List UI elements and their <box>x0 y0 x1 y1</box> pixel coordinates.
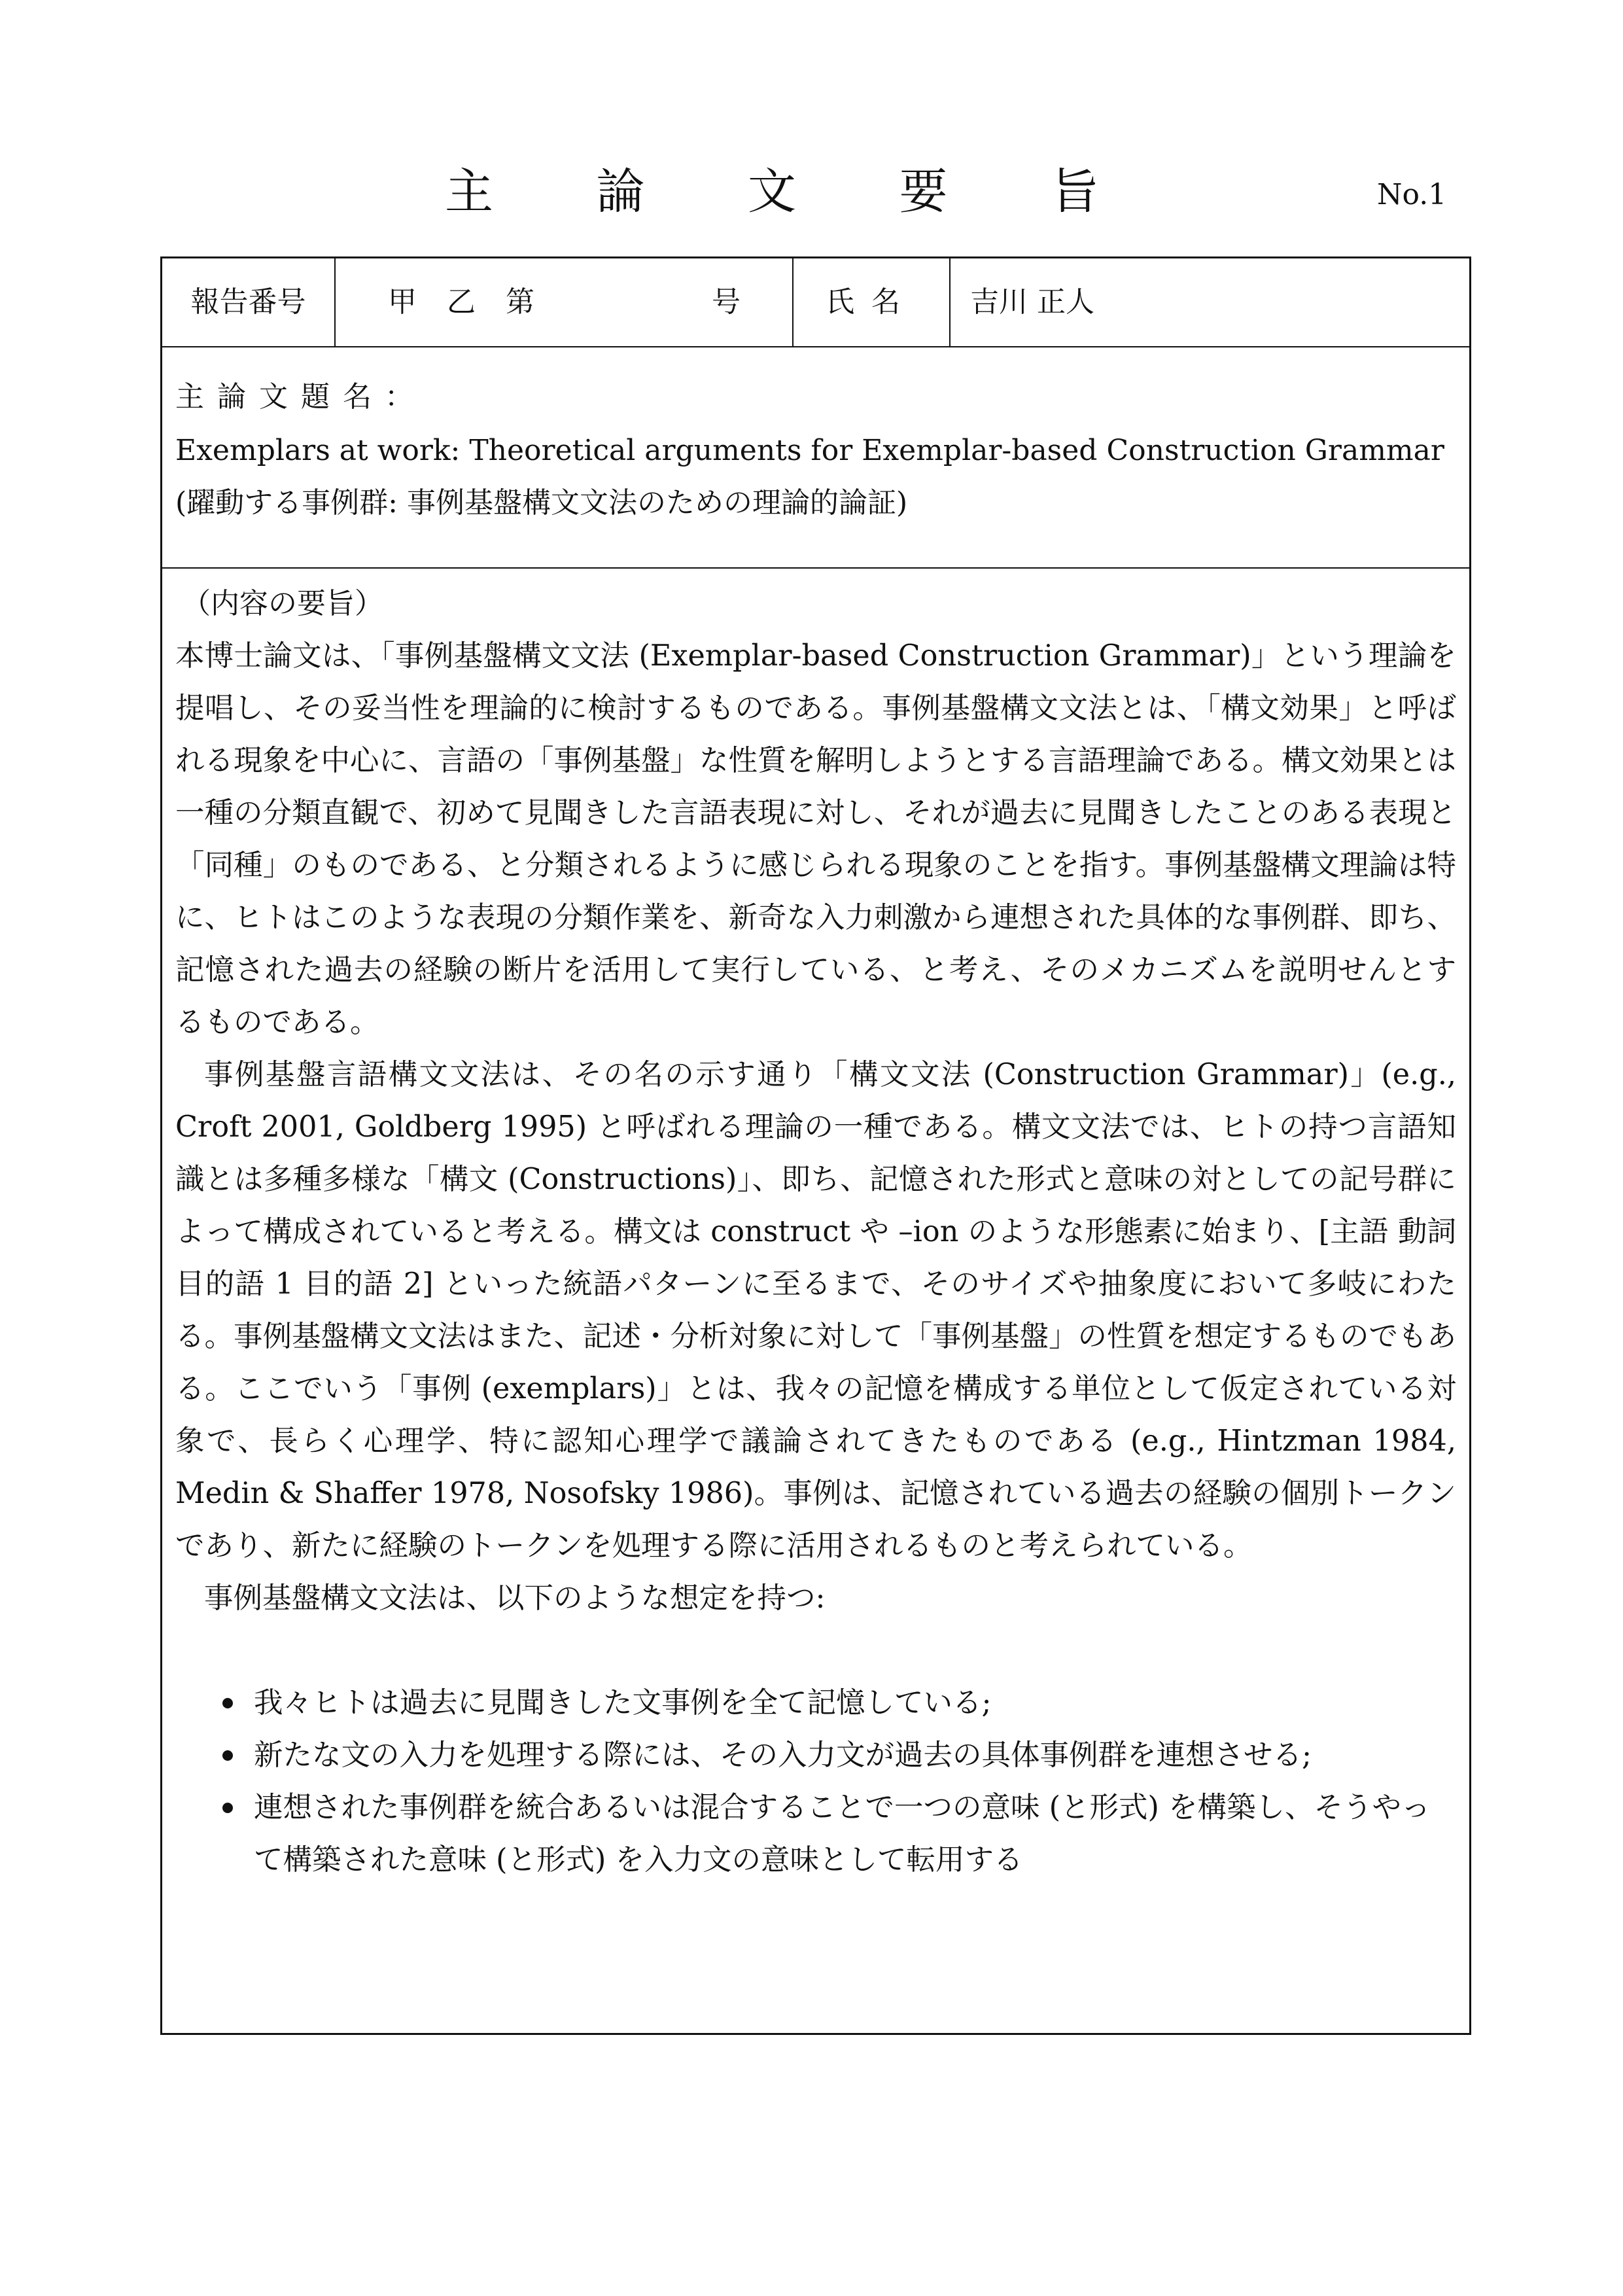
list-item <box>175 1782 1456 1886</box>
document-heading <box>0 156 1623 228</box>
report-number-kou: 甲 <box>388 285 417 319</box>
bullet-icon <box>222 1750 233 1761</box>
report-number-label: 報告番号 <box>162 258 336 346</box>
summary-body <box>162 569 1469 2034</box>
summary-form <box>160 256 1471 2035</box>
title-char: 旨 <box>1051 164 1099 220</box>
summary-text <box>175 630 1456 1625</box>
bullet-icon <box>222 1698 233 1708</box>
report-info-row <box>162 258 1469 347</box>
title-char: 文 <box>748 164 796 220</box>
thesis-title-japanese: (躍動する事例群: 事例基盤構文文法のための理論的論証) <box>175 486 908 520</box>
title-char: 主 <box>445 164 493 220</box>
thesis-title-english: Exemplars at work: Theoretical arguments for Exemplar-based Construction Grammar <box>175 434 1444 467</box>
report-number-value <box>336 258 794 346</box>
page-number: No.1 <box>1377 178 1447 211</box>
document-title <box>445 156 1099 228</box>
title-char: 論 <box>596 164 645 220</box>
report-number-otsu: 乙 <box>447 285 476 319</box>
name-label: 氏名 <box>794 258 951 346</box>
thesis-title-row <box>162 347 1469 569</box>
title-char: 要 <box>899 164 948 220</box>
summary-label: （内容の要旨） <box>182 587 383 620</box>
bullet-icon <box>222 1803 233 1813</box>
list-item-text: 連想された事例群を統合あるいは混合することで一つの意味 (と形式) を構築し、そうやって構築された意味 (と形式) を入力文の意味として転用する <box>254 1791 1431 1877</box>
summary-paragraph: 事例基盤言語構文文法は、その名の示す通り「構文文法 (Construction Grammar)」(e.g., Croft 2001, Goldberg 1995) と呼ばれる理論の一種である。構文文法では、ヒトの持つ言語知識とは多種多様な「構文 (Constructions)」、即ち、記憶された形式と意味の対としての記号群によって構成されていると考える。構文は construct や –ion のような形態素に始まり、[主語 動詞 目的語 1 目的語 2] といった統語パターンに至るまで、そのサイズや抽象度において多岐にわたる。事例基盤構文文法はまた、記述・分析対象に対して「事例基盤」の性質を想定するものでもある。ここでいう「事例 (exemplars)」とは、我々の記憶を構成する単位として仮定されている対象で、長らく心理学、特に認知心理学で議論されてきたものである (e.g., Hintzman 1984, Medin & Shaffer 1978, Nosofsky 1986)。事例は、記憶されている過去の経験の個別トークンであり、新たに経験のトークンを処理する際に活用されるものと考えられている。 <box>175 1058 1457 1563</box>
list-item-text: 新たな文の入力を処理する際には、その入力文が過去の具体事例群を連想させる; <box>254 1739 1312 1772</box>
list-item <box>175 1677 1456 1729</box>
summary-paragraph: 事例基盤構文文法は、以下のような想定を持つ: <box>204 1581 826 1615</box>
assumption-list <box>175 1677 1456 1886</box>
report-number-go: 号 <box>712 285 741 319</box>
author-name: 吉川 正人 <box>970 285 1094 319</box>
list-item <box>175 1729 1456 1782</box>
list-item-text: 我々ヒトは過去に見聞きした文事例を全て記憶している; <box>254 1686 992 1720</box>
thesis-title-label: 主論文題名： <box>175 380 427 414</box>
report-number-dai: 第 <box>506 285 534 319</box>
summary-paragraph: 本博士論文は、「事例基盤構文文法 (Exemplar-based Construction Grammar)」という理論を提唱し、その妥当性を理論的に検討するものである。事例基盤構文文法とは、「構文効果」と呼ばれる現象を中心に、言語の「事例基盤」な性質を解明しようとする言語理論である。構文効果とは一種の分類直観で、初めて見聞きした言語表現に対し、それが過去に見聞きしたことのある表現と「同種」のものである、と分類されるように感じられる現象のことを指す。事例基盤構文理論は特に、ヒトはこのような表現の分類作業を、新奇な入力刺激から連想された具体的な事例群、即ち、記憶された過去の経験の断片を活用して実行している、と考え、そのメカニズムを説明せんとするものである。 <box>175 639 1457 1039</box>
